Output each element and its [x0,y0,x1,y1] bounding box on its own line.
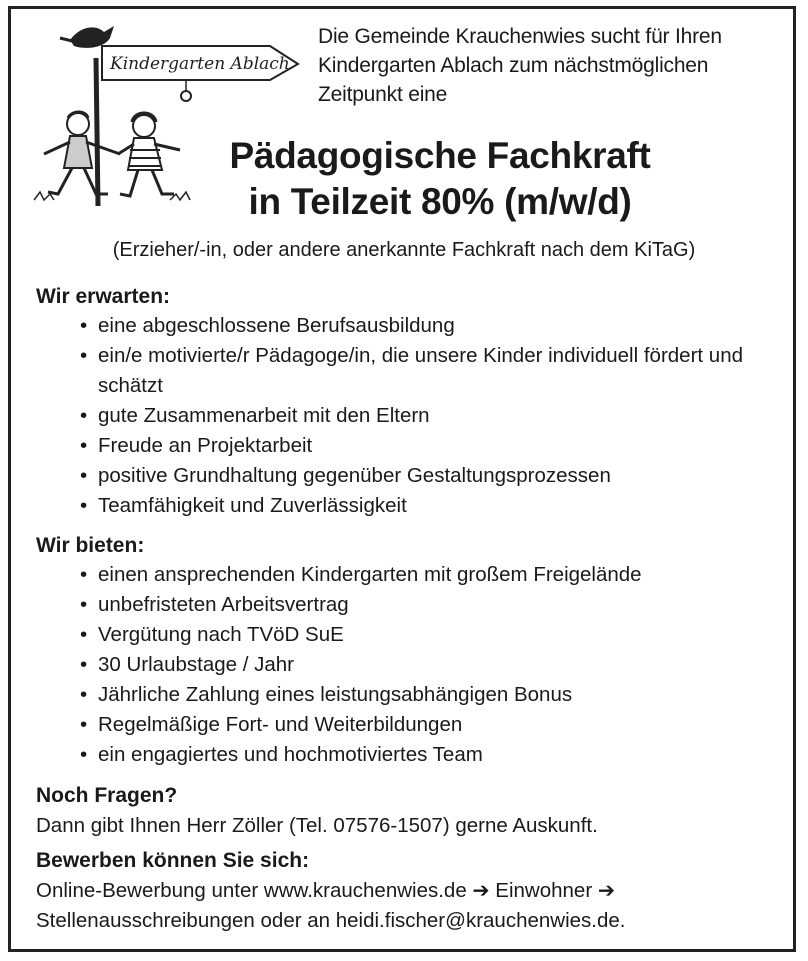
job-subtitle: (Erzieher/-in, oder andere anerkannte Fachkraft nach dem KiTaG) [112,239,696,261]
job-title-line-2: in Teilzeit 80% (m/w/d) [248,181,632,222]
list-item: • 30 Urlaubstage / Jahr [80,650,780,680]
expect-heading: Wir erwarten: [36,285,171,308]
list-item: • positive Grundhaltung gegenüber Gestaltungsprozessen [80,461,780,491]
intro-line-3: Zeitpunkt eine [318,83,448,106]
apply-line-2: Stellenausschreibungen oder an heidi.fischer@krauchenwies.de. [36,909,626,932]
intro-line-1: Die Gemeinde Krauchenwies sucht für Ihren [318,25,722,48]
offer-heading: Wir bieten: [36,534,145,557]
job-title-line-1: Pädagogische Fachkraft [229,135,651,176]
list-item: • gute Zusammenarbeit mit den Eltern [80,401,780,431]
list-item: • Teamfähigkeit und Zuverlässigkeit [80,491,780,521]
questions-heading: Noch Fragen? [36,784,178,807]
intro-line-2: Kindergarten Ablach zum nächstmöglichen [318,54,709,77]
list-item: • eine abgeschlossene Berufsausbildung [80,311,780,341]
logo-sign-text: Kindergarten Ablach [110,54,290,74]
list-item: • unbefristeten Arbeitsvertrag [80,590,780,620]
list-item: • ein/e motivierte/r Pädagoge/in, die unsere Kinder individuell fördert und schätzt [80,341,788,401]
list-item: • ein engagiertes und hochmotiviertes Team [80,740,780,770]
apply-line-1: Online-Bewerbung unter www.krauchenwies.de ➔ Einwohner ➔ [36,879,616,902]
list-item: • Jährliche Zahlung eines leistungsabhängigen Bonus [80,680,780,710]
apply-heading: Bewerben können Sie sich: [36,849,310,872]
list-item: • Vergütung nach TVöD SuE [80,620,780,650]
list-item: • Freude an Projektarbeit [80,431,780,461]
intro-text [318,22,788,109]
apply-text [36,876,776,936]
questions-text: Dann gibt Ihnen Herr Zöller (Tel. 07576-1507) gerne Auskunft. [36,814,598,837]
expect-list [80,311,780,521]
list-item: • einen ansprechenden Kindergarten mit großem Freigelände [80,560,780,590]
offer-list [80,560,780,770]
list-item: • Regelmäßige Fort- und Weiterbildungen [80,710,780,740]
